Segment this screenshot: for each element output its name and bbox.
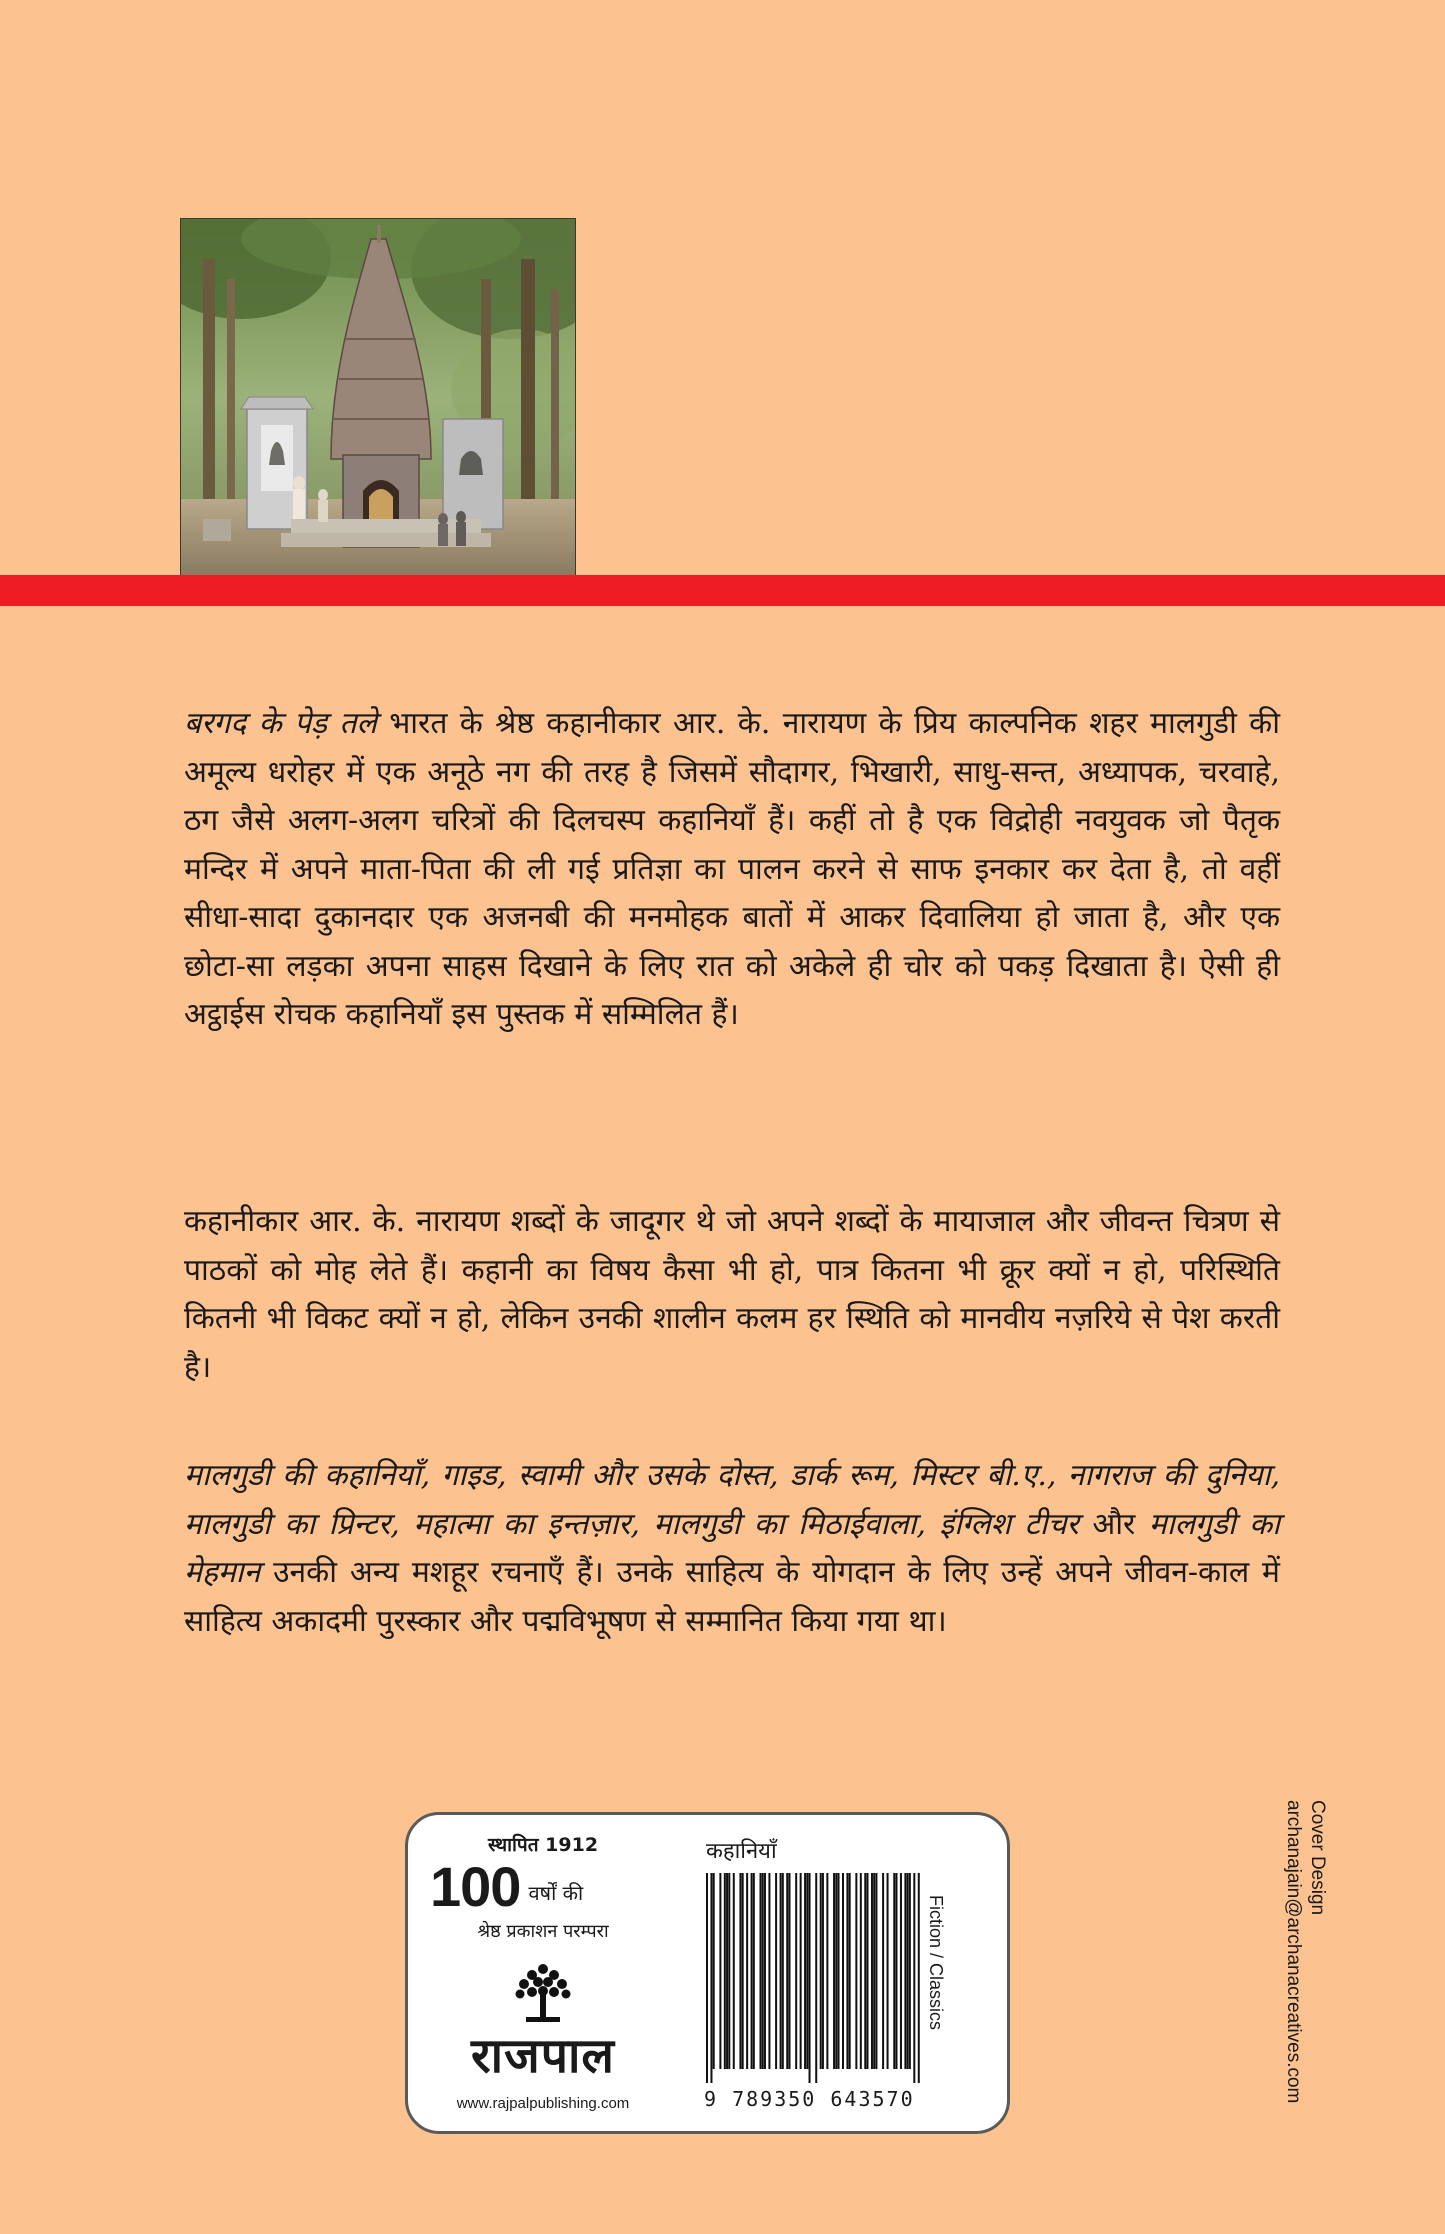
barcode-bar bbox=[751, 1873, 753, 2069]
barcode-bar bbox=[806, 1873, 808, 2069]
cover-design-credit bbox=[1281, 1800, 1329, 2103]
barcode-bar bbox=[809, 1873, 811, 2083]
barcode-bar bbox=[909, 1873, 911, 2069]
barcode-bar bbox=[800, 1873, 802, 2069]
barcode-bar bbox=[867, 1873, 869, 2069]
isbn-barcode bbox=[706, 1873, 920, 2083]
credit-email: archanajain@archanacreatives.com bbox=[1283, 1800, 1304, 2104]
barcode-bar bbox=[833, 1873, 835, 2069]
barcode-bar bbox=[795, 1873, 797, 2069]
years-text: वर्षों की bbox=[528, 1881, 584, 1905]
other-works-italic: मालगुडी की कहानियाँ, गाइड, स्वामी और उसके दोस्त, डार्क रूम, मिस्टर बी.ए., नागराज की दुनिया, मालगुडी का प्रिन्टर, महात्मा का इन्तज़ार, मालगुडी का मिठाईवाला, इंग्लिश टीचर bbox=[184, 1458, 1280, 1542]
blurb-paragraph-3 bbox=[184, 1452, 1280, 1646]
barcode-bar bbox=[835, 1873, 837, 2069]
publisher-block bbox=[408, 1815, 678, 2131]
barcode-bar bbox=[733, 1873, 735, 2069]
barcode-bar bbox=[871, 1873, 873, 2069]
barcode-bar bbox=[900, 1873, 902, 2069]
tradition-text: श्रेष्ठ प्रकाशन परम्परा bbox=[477, 1921, 609, 1942]
barcode-bar bbox=[907, 1873, 909, 2069]
barcode-bar bbox=[873, 1873, 875, 2069]
established-text: स्थापित 1912 bbox=[487, 1834, 599, 1856]
barcode-bar bbox=[820, 1873, 822, 2069]
isbn-number: 9 789350 643570 bbox=[704, 2087, 915, 2111]
barcode-bar bbox=[918, 1873, 920, 2083]
barcode-bar bbox=[764, 1873, 766, 2069]
barcode-bar bbox=[882, 1873, 884, 2069]
barcode-bar bbox=[782, 1873, 784, 2069]
barcode-bar bbox=[742, 1873, 744, 2069]
barcode-bar bbox=[822, 1873, 824, 2069]
genre-english: Fiction / Classics bbox=[926, 1895, 946, 2031]
book-title-italic: बरगद के पेड़ तले bbox=[184, 706, 377, 741]
barcode-bar bbox=[713, 1873, 715, 2069]
barcode-bar bbox=[775, 1873, 777, 2069]
years-number: 100 bbox=[430, 1855, 521, 1918]
barcode-bar bbox=[780, 1873, 782, 2069]
barcode-bar bbox=[706, 1873, 708, 2083]
barcode-bar bbox=[768, 1873, 770, 2069]
barcode-bar bbox=[804, 1873, 806, 2069]
paragraph-text: भारत के श्रेष्ठ कहानीकार आर. के. नारायण के प्रिय काल्पनिक शहर मालगुडी की अमूल्य धरोहर में एक अनूठे नग की तरह है जिसमें सौदागर, भिखारी, साधु-सन्त, अध्यापक, चरवाहे, ठग जैसे अलग-अलग चरित्रों की दिलचस्प कहानियाँ हैं। कहीं तो है एक विद्रोही नवयुवक जो पैतृक मन्दिर में अपने माता-पिता की ली गई प्रतिज्ञा का पालन करने से साफ इनकार कर देता है, तो वहीं सीधा-सादा दुकानदार एक अजनबी की मनमोहक बातों में आकर दिवालिया हो जाता है, और एक छोटा-सा लड़का अपना साहस दिखाने के लिए रात को अकेले ही चोर को पकड़ दिखाता है। ऐसी ही अट्ठाईस रोचक कहानियाँ इस पुस्तक में सम्मिलित हैं। bbox=[184, 706, 1280, 1032]
barcode-bar bbox=[753, 1873, 755, 2069]
publisher-barcode-box bbox=[405, 1812, 1010, 2134]
barcode-bar bbox=[739, 1873, 741, 2069]
barcode-bar bbox=[846, 1873, 848, 2069]
years-row bbox=[430, 1857, 583, 1917]
barcode-bar bbox=[904, 1873, 906, 2069]
barcode-bar bbox=[913, 1873, 915, 2083]
cover-illustration bbox=[180, 218, 576, 577]
barcode-bar bbox=[887, 1873, 889, 2069]
barcode-bar bbox=[875, 1873, 877, 2069]
barcode-bar bbox=[719, 1873, 721, 2069]
barcode-bar bbox=[826, 1873, 828, 2069]
paragraph-text: कहानीकार आर. के. नारायण शब्दों के जादूगर थे जो अपने शब्दों के मायाजाल और जीवन्त चित्रण से पाठकों को मोह लेते हैं। कहानी का विषय कैसा भी हो, पात्र कितना भी क्रूर क्यों न हो, परिस्थिति कितनी भी विकट क्यों न हो, लेकिन उनकी शालीन कलम हर स्थिति को मानवीय नज़रिये से पेश करती है। bbox=[184, 1204, 1280, 1385]
barcode-bar bbox=[728, 1873, 730, 2069]
barcode-bar bbox=[895, 1873, 897, 2069]
barcode-bar bbox=[893, 1873, 895, 2069]
temple-illustration-icon bbox=[181, 219, 575, 576]
barcode-bar bbox=[842, 1873, 844, 2069]
blurb-paragraph-1 bbox=[184, 700, 1280, 1040]
barcode-bar bbox=[864, 1873, 866, 2069]
tree-logo-icon bbox=[508, 1955, 578, 2025]
red-divider-band bbox=[0, 575, 1445, 606]
barcode-bar bbox=[786, 1873, 788, 2069]
paragraph-text: उनकी अन्य मशहूर रचनाएँ हैं। उनके साहित्य के योगदान के लिए उन्हें अपने जीवन-काल में साहित्य अकादमी पुरस्कार और पद्मविभूषण से सम्मानित किया गया था। bbox=[184, 1555, 1280, 1639]
credit-label: Cover Design bbox=[1307, 1800, 1328, 1916]
barcode-bar bbox=[815, 1873, 817, 2083]
barcode-bar bbox=[860, 1873, 862, 2069]
barcode-bar bbox=[788, 1873, 790, 2069]
barcode-bar bbox=[726, 1873, 728, 2069]
barcode-bar bbox=[849, 1873, 851, 2069]
barcode-bar bbox=[838, 1873, 840, 2069]
last-work-italic: मालगुडी का मेहमान bbox=[184, 1506, 1280, 1590]
barcode-bar bbox=[760, 1873, 762, 2069]
barcode-bar bbox=[855, 1873, 857, 2069]
blurb-paragraph-2 bbox=[184, 1198, 1280, 1392]
barcode-bar bbox=[710, 1873, 712, 2083]
genre-hindi: कहानियाँ bbox=[706, 1839, 777, 1864]
barcode-bar bbox=[724, 1873, 726, 2069]
conjunction-text: और bbox=[1078, 1506, 1149, 1542]
publisher-name: राजपाल bbox=[471, 2028, 615, 2084]
publisher-url: www.rajpalpublishing.com bbox=[456, 2095, 630, 2112]
barcode-bar bbox=[746, 1873, 748, 2069]
barcode-bar bbox=[762, 1873, 764, 2069]
